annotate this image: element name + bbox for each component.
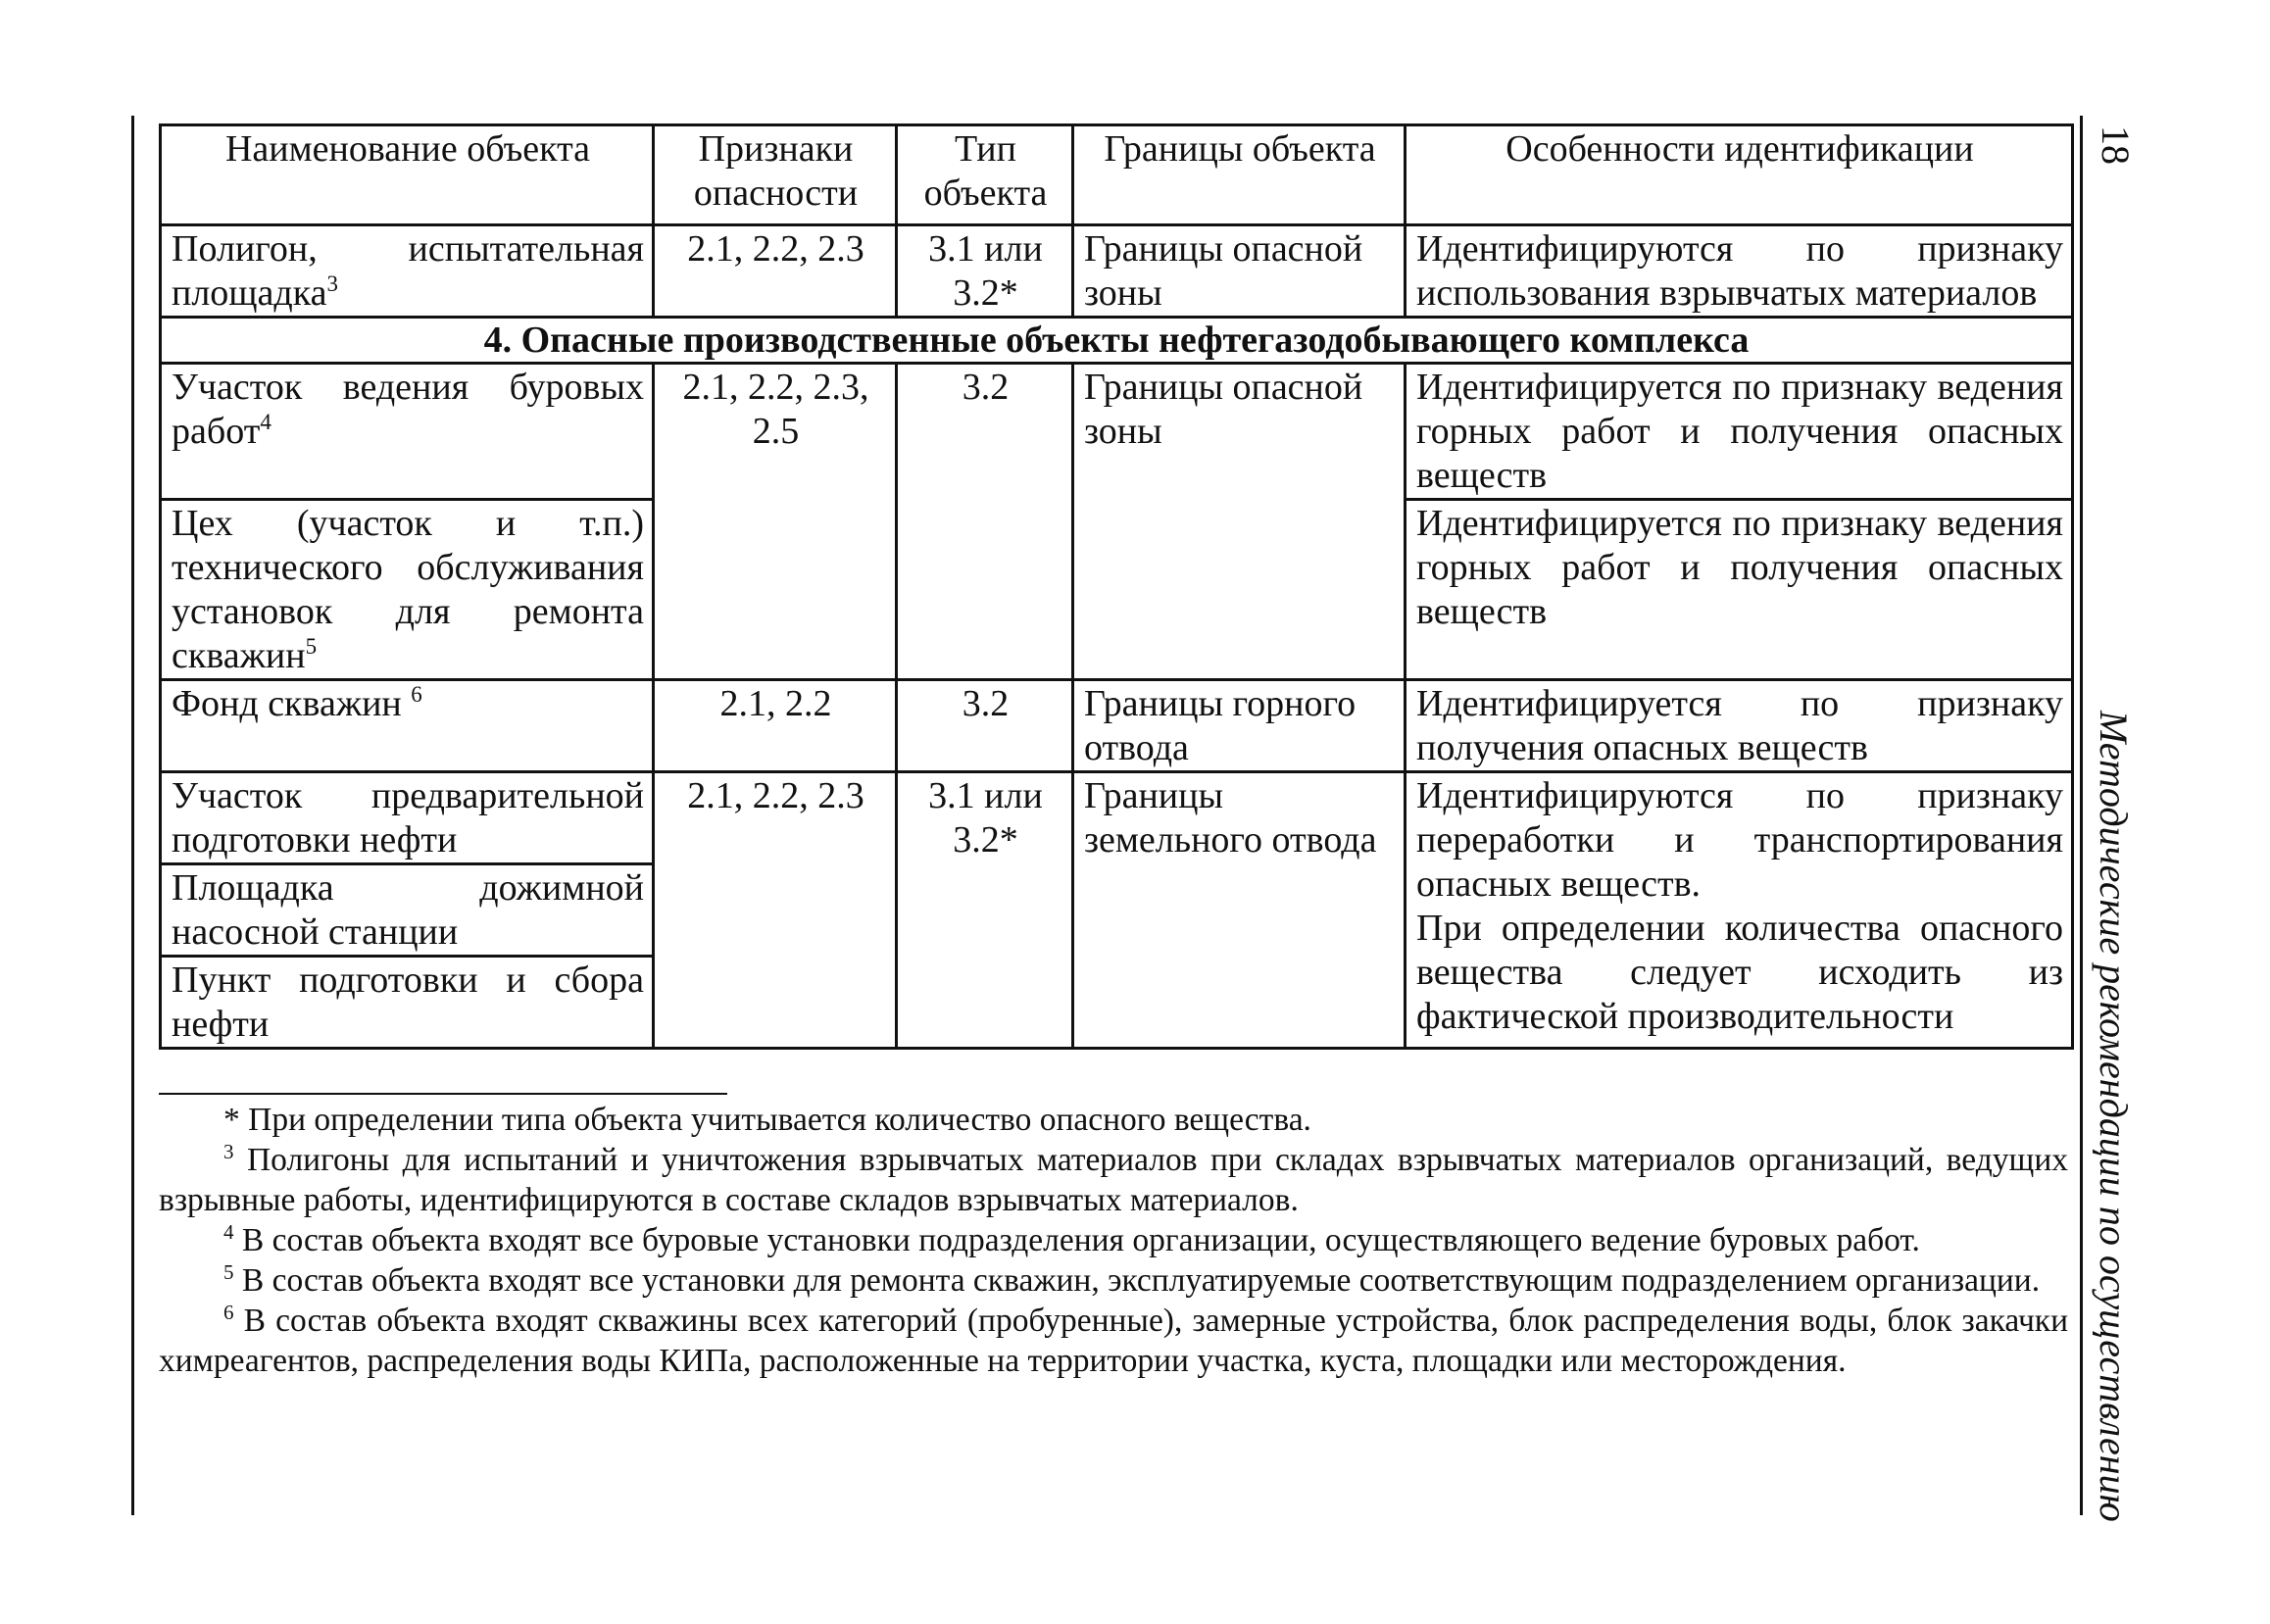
right-margin-rule xyxy=(2080,116,2083,1515)
running-head: Методические рекомендации по осуществлению xyxy=(2092,711,2136,1522)
cell-hazard-signs: 2.1, 2.2 xyxy=(654,680,897,772)
footnote-ref: 4 xyxy=(260,410,271,434)
header-object-bounds: Границы объекта xyxy=(1073,125,1406,225)
footnote-mark: 5 xyxy=(223,1260,234,1284)
footnote-ref: 6 xyxy=(411,682,422,707)
footnote-text: В состав объекта входят все установки для ремонта скважин, эксплуатируемые соответствующим подразделением организации. xyxy=(241,1262,2041,1299)
cell-object-type: 3.2 xyxy=(897,680,1073,772)
table-header-row xyxy=(161,125,2073,225)
header-object-type: Тип объекта xyxy=(897,125,1073,225)
footnote-mark: 4 xyxy=(223,1220,234,1244)
cell-identification: Идентифицируется по признаку ведения горных работ и получения опасных веществ xyxy=(1406,500,2073,680)
page-number: 18 xyxy=(2094,125,2138,165)
cell-object-name xyxy=(161,225,654,318)
footnote-separator xyxy=(159,1093,727,1095)
cell-object-name: Пункт подготовки и сбора нефти xyxy=(161,957,654,1049)
footnote-text: В состав объекта входят все буровые установки подразделения организации, осуществляющего ведение буровых работ. xyxy=(241,1222,1920,1258)
footnote-ref: 5 xyxy=(305,634,318,659)
footnote-text: Полигоны для испытаний и уничтожения взрывчатых материалов при складах взрывчатых материалов организаций, ведущих взрывные работы, идентифицируются в составе складов взрывчатых материалов. xyxy=(159,1142,2069,1218)
cell-hazard-signs: 2.1, 2.2, 2.3 xyxy=(654,225,897,318)
object-name-text: Участок ведения буровых работ xyxy=(172,367,644,452)
section-4-title: 4. Опасные производственные объекты нефтегазодобывающего комплекса xyxy=(161,318,2073,364)
footnote-3 xyxy=(159,1140,2068,1220)
cell-identification: Идентифицируется по признаку ведения горных работ и получения опасных веществ xyxy=(1406,364,2073,500)
table-row xyxy=(161,225,2073,318)
table-row xyxy=(161,680,2073,772)
cell-object-bounds: Границы опасной зоны xyxy=(1073,364,1406,680)
footnote-4 xyxy=(159,1220,2068,1260)
cell-object-bounds: Границы опасной зоны xyxy=(1073,225,1406,318)
header-hazard-signs: Признаки опасности xyxy=(654,125,897,225)
cell-identification xyxy=(1406,772,2073,1049)
object-name-text: Фонд скважин xyxy=(172,683,402,724)
footnotes xyxy=(159,1100,2068,1381)
footnote-5 xyxy=(159,1260,2068,1301)
cell-object-name xyxy=(161,500,654,680)
cell-object-type: 3.1 или 3.2* xyxy=(897,772,1073,1049)
identification-paragraph: Идентифицируются по признаку переработки и транспортирования опасных веществ. xyxy=(1416,775,2063,905)
cell-hazard-signs: 2.1, 2.2, 2.3 xyxy=(654,772,897,1049)
cell-object-name xyxy=(161,680,654,772)
cell-object-type: 3.2 xyxy=(897,364,1073,680)
identification-paragraph: При определении количества опасного вещества следует исходить из фактической производительности xyxy=(1416,908,2063,1037)
object-name-text: Цех (участок и т.п.) технического обслуживания установок для ремонта скважин xyxy=(172,503,644,676)
footnote-mark: 3 xyxy=(223,1140,234,1163)
hazard-objects-table xyxy=(159,123,2074,1050)
object-name-text: Полигон, испытательная площадка xyxy=(172,228,644,314)
cell-object-bounds: Границы горного отвода xyxy=(1073,680,1406,772)
cell-object-bounds: Границы земельного отвода xyxy=(1073,772,1406,1049)
header-object-name: Наименование объекта xyxy=(161,125,654,225)
footnote-star: * При определении типа объекта учитывается количество опасного вещества. xyxy=(223,1102,1311,1138)
section-header-row xyxy=(161,318,2073,364)
cell-object-name: Участок предварительной подготовки нефти xyxy=(161,772,654,864)
cell-object-name xyxy=(161,364,654,500)
table-row xyxy=(161,364,2073,500)
cell-object-name: Площадка дожимной насосной станции xyxy=(161,864,654,957)
footnote-text: В состав объекта входят скважины всех категорий (пробуренные), замерные устройства, блок распределения воды, блок закачки химреагентов, распределения воды КИПа, расположенные на территории участка, куста, площадки или месторождения. xyxy=(159,1303,2068,1379)
left-margin-rule xyxy=(131,116,134,1515)
footnote-mark: 6 xyxy=(223,1301,234,1324)
footnote-6 xyxy=(159,1301,2068,1381)
table-row xyxy=(161,772,2073,864)
header-identification: Особенности идентификации xyxy=(1406,125,2073,225)
footnote-ref: 3 xyxy=(326,271,339,296)
cell-identification: Идентифицируется по признаку получения опасных веществ xyxy=(1406,680,2073,772)
cell-hazard-signs: 2.1, 2.2, 2.3, 2.5 xyxy=(654,364,897,680)
cell-object-type: 3.1 или 3.2* xyxy=(897,225,1073,318)
cell-identification: Идентифицируются по признаку использования взрывчатых материалов xyxy=(1406,225,2073,318)
